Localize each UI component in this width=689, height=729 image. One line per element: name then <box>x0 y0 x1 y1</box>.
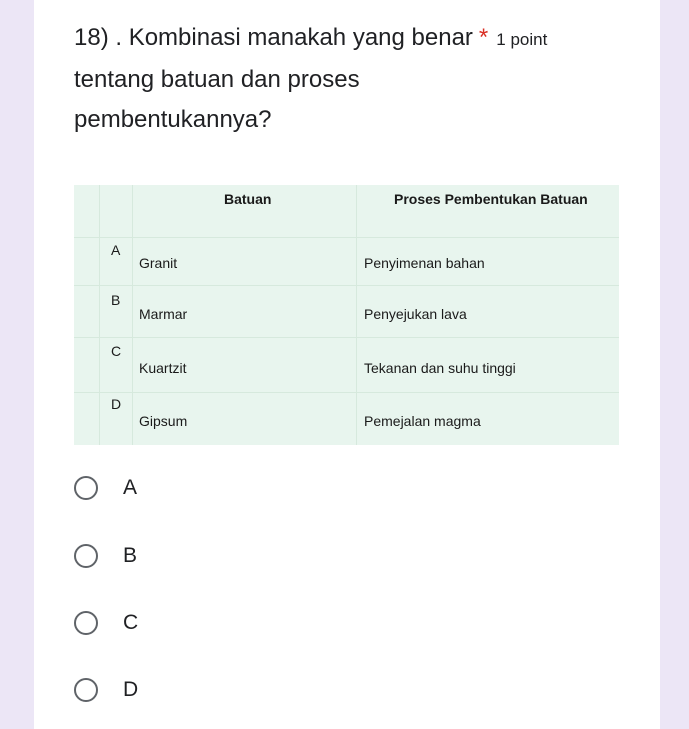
table-cell-process: Penyimenan bahan <box>364 255 485 271</box>
option-label: A <box>123 476 138 499</box>
table-cell-process: Penyejukan lava <box>364 306 467 322</box>
table-divider <box>74 337 619 338</box>
radio-icon[interactable] <box>74 476 98 500</box>
table-cell-rock: Gipsum <box>139 413 188 429</box>
question-line-1 <box>74 18 634 60</box>
table-row-letter: C <box>111 343 122 359</box>
radio-icon[interactable] <box>74 678 98 702</box>
question-number: 18) . <box>74 24 123 51</box>
option-label: D <box>123 678 139 701</box>
option-a[interactable] <box>74 458 374 518</box>
radio-icon[interactable] <box>74 544 98 568</box>
table-divider <box>356 185 357 445</box>
question-card <box>34 0 660 729</box>
table-cell-rock: Kuartzit <box>139 360 187 376</box>
table-row-letter: A <box>111 242 121 258</box>
option-label: C <box>123 611 139 634</box>
question-text <box>74 18 634 140</box>
option-label: B <box>123 544 138 567</box>
question-title-part-1: Kombinasi manakah yang benar <box>128 24 473 51</box>
table-divider <box>74 237 619 238</box>
question-image-table <box>74 185 619 445</box>
required-asterisk: * <box>478 24 489 51</box>
option-c[interactable] <box>74 593 374 653</box>
table-divider <box>74 285 619 286</box>
table-header-process: Proses Pembentukan Batuan <box>394 191 588 207</box>
table-cell-rock: Marmar <box>139 306 188 322</box>
option-b[interactable] <box>74 526 374 586</box>
table-cell-rock: Granit <box>139 255 178 271</box>
table-cell-process: Tekanan dan suhu tinggi <box>364 360 516 376</box>
table-divider <box>74 392 619 393</box>
table-row-letter: D <box>111 396 122 412</box>
table-divider <box>99 185 100 445</box>
question-title-part-3: pembentukannya? <box>74 106 272 133</box>
option-d[interactable] <box>74 660 374 720</box>
table-cell-process: Pemejalan magma <box>364 413 481 429</box>
points-label: 1 point <box>496 30 548 49</box>
table-row-letter: B <box>111 292 121 308</box>
table-header-rock: Batuan <box>224 191 272 207</box>
question-title-part-2: tentang batuan dan proses <box>74 66 360 93</box>
radio-icon[interactable] <box>74 611 98 635</box>
table-divider <box>132 185 133 445</box>
